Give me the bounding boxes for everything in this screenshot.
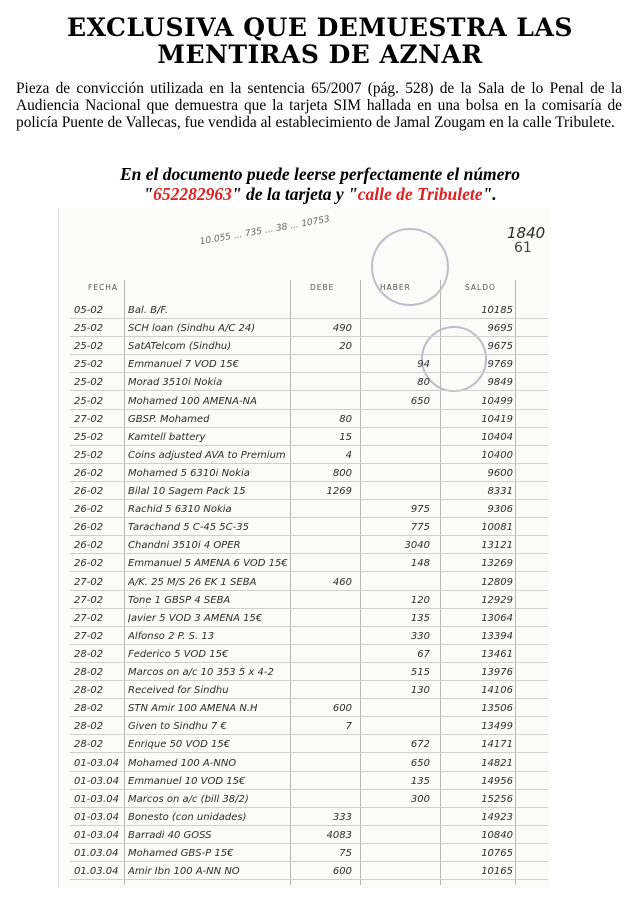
ledger-date: 27-02	[74, 413, 104, 425]
article-title	[0, 14, 640, 68]
ledger-date: 01.03.04	[74, 848, 119, 859]
ledger-date: 26-02	[74, 467, 104, 479]
ledger-description: Alfonso 2 P. S. 13	[128, 630, 215, 642]
ledger-description: Chandni 3510i 4 OPER	[128, 540, 241, 552]
ledger-row	[70, 499, 548, 518]
ledger-saldo: 13461	[481, 648, 513, 660]
ledger-debe: 7	[345, 721, 352, 733]
ledger-debe: 1269	[326, 486, 352, 497]
ledger-description: Tarachand 5 C-45 5C-35	[128, 522, 249, 534]
ledger-haber: 135	[410, 612, 430, 624]
ledger-description: Federico 5 VOD 15€	[128, 648, 229, 660]
ledger-saldo: 9675	[487, 341, 513, 353]
ledger-saldo: 8331	[487, 486, 513, 497]
ledger-haber: 775	[410, 522, 430, 534]
ledger-haber: 94	[417, 359, 430, 371]
ledger-row	[70, 843, 548, 862]
ledger-date: 25-02	[74, 377, 104, 389]
official-stamp-top	[371, 228, 449, 306]
ledger-date: 28-02	[74, 667, 104, 678]
title-line-1: EXCLUSIVA QUE DEMUESTRA LAS	[67, 13, 573, 42]
ledger-row	[70, 662, 548, 681]
ledger-corner-number: 1840	[507, 224, 546, 242]
ledger-description: Mohamed 5 6310i Nokia	[128, 467, 250, 479]
ledger-saldo: 9695	[487, 323, 513, 335]
ledger-date: 25-02	[74, 395, 104, 407]
ledger-saldo: 13269	[481, 558, 513, 570]
ledger-debe: 460	[332, 576, 352, 588]
ledger-row	[70, 535, 548, 554]
ledger-row	[70, 698, 548, 717]
ledger-haber: 3040	[404, 540, 430, 552]
ledger-row	[70, 590, 548, 609]
ledger-saldo: 10499	[481, 395, 513, 407]
ledger-debe: 4	[345, 449, 352, 461]
ledger-haber: 300	[410, 793, 430, 805]
ledger-debe: 600	[332, 866, 352, 878]
ledger-row	[70, 354, 548, 373]
ledger-description: Marcos on a/c (bill 38/2)	[128, 793, 249, 805]
ledger-row	[70, 391, 548, 410]
ledger-haber: 515	[410, 667, 430, 678]
ledger-row	[70, 553, 548, 572]
ledger-saldo: 15256	[481, 793, 513, 805]
ledger-row	[70, 626, 548, 645]
ledger-row	[70, 644, 548, 663]
ledger-saldo: 14106	[481, 685, 513, 697]
ledger-saldo: 9769	[487, 359, 513, 371]
ledger-date: 25-02	[74, 449, 104, 461]
street-name: calle de Tribulete	[357, 184, 483, 204]
ledger-saldo: 13506	[481, 703, 513, 715]
ledger-date: 25-02	[74, 359, 104, 371]
ledger-saldo: 10165	[481, 866, 513, 878]
ledger-saldo: 10081	[481, 522, 513, 534]
ledger-saldo: 12929	[481, 594, 513, 606]
ledger-haber: 67	[417, 648, 430, 660]
ledger-saldo: 10765	[481, 848, 513, 859]
ledger-saldo: 9600	[487, 467, 513, 479]
highlight-note	[40, 164, 600, 204]
ledger-debe: 80	[339, 413, 352, 425]
ledger-description: Bal. B/F.	[128, 305, 168, 316]
ledger-description: Emmanuel 5 AMENA 6 VOD 15€	[128, 558, 288, 570]
ledger-row	[70, 372, 548, 391]
ledger-top-note: 10.055 ... 735 ... 38 ... 10753	[199, 214, 331, 248]
note-quote-open: "	[143, 184, 154, 204]
ledger-haber: 650	[410, 395, 430, 407]
ledger-date: 28-02	[74, 721, 104, 733]
ledger-date: 05-02	[74, 305, 104, 316]
ledger-row	[70, 300, 548, 319]
ledger-row	[70, 716, 548, 735]
ledger-date: 27-02	[74, 594, 104, 606]
ledger-description: Morad 3510i Nokia	[128, 377, 223, 389]
ledger-haber: 130	[410, 685, 430, 697]
ledger-date: 27-02	[74, 630, 104, 642]
ledger-date: 27-02	[74, 612, 104, 624]
title-line-2: MENTIRAS DE AZNAR	[157, 40, 483, 69]
ledger-saldo: 10400	[481, 449, 513, 461]
ledger-row	[70, 572, 548, 591]
ledger-date: 26-02	[74, 522, 104, 534]
ledger-date: 28-02	[74, 739, 104, 751]
ledger-row	[70, 680, 548, 699]
ledger-description: Tone 1 GBSP 4 SEBA	[128, 594, 231, 606]
ledger-saldo: 13499	[481, 721, 513, 733]
ledger-date: 28-02	[74, 648, 104, 660]
ledger-description: Coins adjusted AVA to Premium	[128, 449, 286, 461]
ledger-description: SCH loan (Sindhu A/C 24)	[128, 323, 256, 335]
ledger-date: 01.03.04	[74, 866, 119, 878]
ledger-row	[70, 427, 548, 446]
ledger-description: Given to Sindhu 7 €	[128, 721, 227, 733]
ledger-description: Bilal 10 Sagem Pack 15	[128, 486, 246, 497]
ledger-saldo: 10404	[481, 431, 513, 443]
ledger-row	[70, 409, 548, 428]
intro-paragraph: Pieza de convicción utilizada en la sentencia 65/2007 (pág. 528) de la Sala de lo Penal de la Audiencia Nacional que demuestra que la tarjeta SIM hallada en una bolsa en la comisaría de policía Puente de Vallecas, fue vendida al establecimiento de Jamal Zougam en la calle Tribulete.	[16, 80, 622, 132]
ledger-row	[70, 463, 548, 482]
ledger-debe: 4083	[326, 829, 352, 841]
ledger-saldo: 10840	[481, 829, 513, 841]
col-header-saldo: SALDO	[465, 283, 496, 292]
ledger-description: SatATelcom (Sindhu)	[128, 341, 232, 353]
ledger-haber: 672	[410, 739, 430, 751]
ledger-description: A/K. 25 M/S 26 EK 1 SEBA	[128, 576, 257, 588]
ledger-description: Mohamed 100 AMENA-NA	[128, 395, 257, 407]
ledger-saldo: 9849	[487, 377, 513, 389]
ledger-description: GBSP. Mohamed	[128, 413, 210, 425]
ledger-date: 28-02	[74, 685, 104, 697]
ledger-row	[70, 861, 548, 880]
ledger-date: 26-02	[74, 540, 104, 552]
ledger-debe: 490	[332, 323, 352, 335]
ledger-debe: 333	[332, 811, 352, 823]
ledger-debe: 75	[339, 848, 352, 859]
note-text-3: ".	[482, 184, 497, 204]
ledger-date: 26-02	[74, 486, 104, 497]
ledger-date: 27-02	[74, 576, 104, 588]
ledger-page-number: 61	[514, 240, 532, 256]
ledger-row	[70, 517, 548, 536]
ledger-saldo: 13121	[481, 540, 513, 552]
ledger-row	[70, 753, 548, 772]
ledger-date: 01-03.04	[74, 811, 119, 823]
ledger-description: Mohamed 100 A-NNO	[128, 757, 237, 769]
ledger-description: Amir Ibn 100 A-NN NO	[128, 866, 240, 878]
note-text-2: " de la tarjeta y "	[231, 184, 358, 204]
ledger-saldo: 14923	[481, 811, 513, 823]
ledger-date: 26-02	[74, 558, 104, 570]
note-text-1: En el documento puede leerse perfectamente el número	[119, 164, 520, 184]
ledger-date: 25-02	[74, 323, 104, 335]
ledger-row	[70, 771, 548, 790]
ledger-row	[70, 445, 548, 464]
ledger-haber: 650	[410, 757, 430, 769]
ledger-description: Bonesto (con unidades)	[128, 811, 247, 823]
ledger-date: 28-02	[74, 703, 104, 715]
ledger-date: 01-03.04	[74, 757, 119, 769]
ledger-date: 25-02	[74, 341, 104, 353]
col-header-debe: DEBE	[310, 283, 335, 292]
ledger-saldo: 10185	[481, 305, 513, 316]
ledger-debe: 15	[339, 431, 352, 443]
ledger-saldo: 9306	[487, 504, 513, 516]
ledger-date: 25-02	[74, 431, 104, 443]
ledger-debe: 600	[332, 703, 352, 715]
col-header-fecha: FECHA	[88, 283, 119, 292]
ledger-saldo: 10419	[481, 413, 513, 425]
col-header-haber: HABER	[380, 283, 411, 292]
ledger-date: 01-03.04	[74, 829, 119, 841]
ledger-description: Javier 5 VOD 3 AMENA 15€	[128, 612, 263, 624]
ledger-row	[70, 318, 548, 337]
ledger-debe: 20	[339, 341, 352, 353]
ledger-haber: 120	[410, 594, 430, 606]
ledger-haber: 80	[417, 377, 430, 389]
ledger-saldo: 14821	[481, 757, 513, 769]
ledger-description: Marcos on a/c 10 353 5 x 4-2	[128, 667, 274, 678]
ledger-haber: 330	[410, 630, 430, 642]
ledger-haber: 135	[410, 775, 430, 787]
ledger-description: Enrique 50 VOD 15€	[128, 739, 231, 751]
ledger-row	[70, 608, 548, 627]
ledger-description: Mohamed GBS-P 15€	[128, 848, 234, 859]
ledger-description: Rachid 5 6310 Nokia	[128, 504, 232, 516]
ledger-saldo: 14956	[481, 775, 513, 787]
ledger-description: STN Amir 100 AMENA N.H	[128, 703, 258, 715]
ledger-row	[70, 789, 548, 808]
ledger-haber: 975	[410, 504, 430, 516]
ledger-haber: 148	[410, 558, 430, 570]
ledger-row	[70, 734, 548, 753]
ledger-date: 26-02	[74, 504, 104, 516]
ledger-description: Barradi 40 GOSS	[128, 829, 212, 841]
ledger-description: Emmanuel 7 VOD 15€	[128, 359, 239, 371]
ledger-row	[70, 807, 548, 826]
ledger-row	[70, 336, 548, 355]
ledger-date: 01-03.04	[74, 775, 119, 787]
ledger-description: Kamtell battery	[128, 431, 206, 443]
sim-number: 652282963	[153, 184, 232, 204]
ledger-saldo: 12809	[481, 576, 513, 588]
ledger-saldo: 13394	[481, 630, 513, 642]
ledger-row	[70, 481, 548, 500]
ledger-date: 01-03.04	[74, 793, 119, 805]
ledger-saldo: 14171	[481, 739, 513, 751]
ledger-saldo: 13976	[481, 667, 513, 678]
ledger-description: Emmanuel 10 VOD 15€	[128, 775, 246, 787]
ledger-row	[70, 825, 548, 844]
ledger-debe: 800	[332, 467, 352, 479]
ledger-description: Received for Sindhu	[128, 685, 229, 697]
ledger-saldo: 13064	[481, 612, 513, 624]
